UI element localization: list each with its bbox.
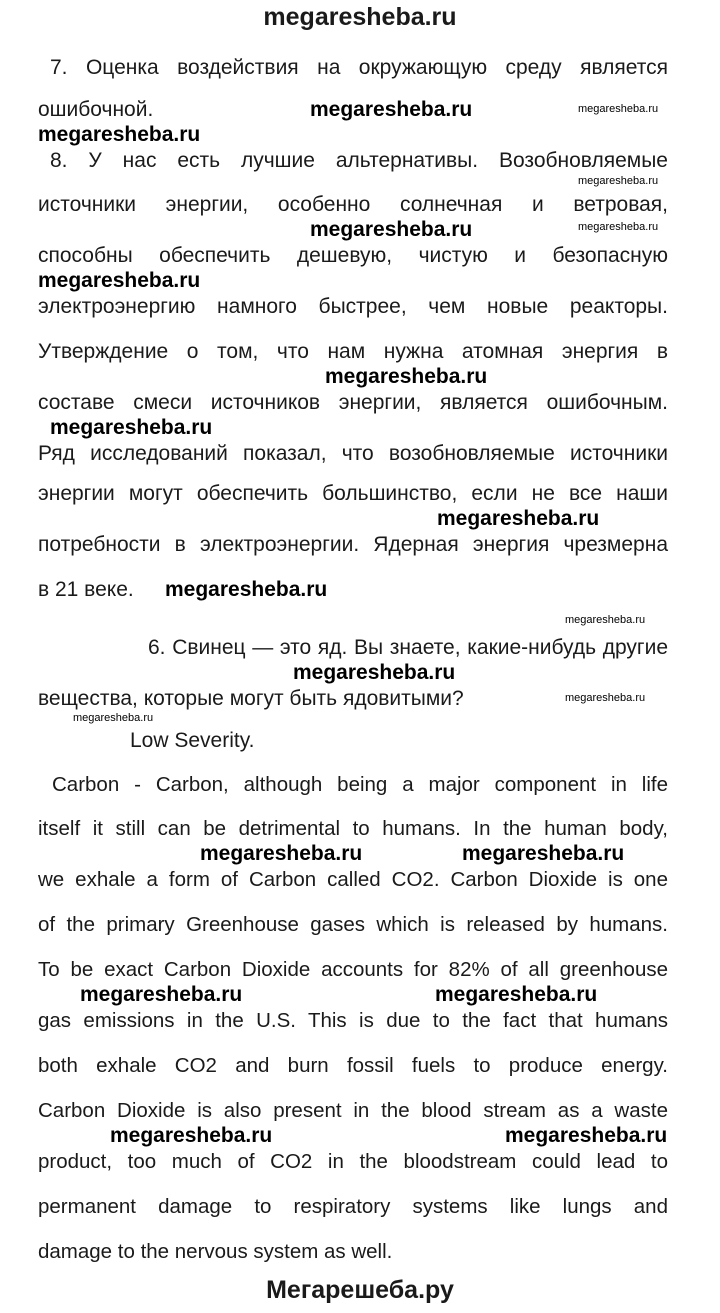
watermark: megaresheba.ru — [110, 1124, 273, 1147]
watermark: megaresheba.ru — [310, 98, 473, 121]
text-line: product, too much of CO2 in the bloodstream could lead to — [38, 1150, 668, 1173]
text-line: ошибочной. — [38, 98, 154, 121]
text-line: Carbon - Carbon, although being a major component in life — [52, 773, 668, 796]
watermark: megaresheba.ru — [165, 578, 328, 601]
text-line: we exhale a form of Carbon called CO2. Carbon Dioxide is one — [38, 868, 668, 891]
text-line: 8. У нас есть лучшие альтернативы. Возобновляемые — [50, 149, 668, 172]
text-line: Carbon Dioxide is also present in the blood stream as a waste — [38, 1099, 668, 1122]
watermark: megaresheba.ru — [578, 221, 659, 233]
text-line: 6. Свинец — это яд. Вы знаете, какие-нибудь другие — [148, 636, 668, 659]
watermark: megaresheba.ru — [80, 983, 243, 1006]
text-line: To be exact Carbon Dioxide accounts for 82% of all greenhouse — [38, 958, 668, 981]
watermark: megaresheba.ru — [73, 712, 154, 724]
text-line: gas emissions in the U.S. This is due to the fact that humans — [38, 1009, 668, 1032]
text-line: энергии могут обеспечить большинство, если не все наши — [38, 482, 668, 505]
watermark: megaresheba.ru — [565, 692, 646, 704]
text-line: электроэнергию намного быстрее, чем новые реакторы. — [38, 295, 668, 318]
text-line: способны обеспечить дешевую, чистую и безопасную — [38, 244, 668, 267]
text-line: потребности в электроэнергии. Ядерная энергия чрезмерна — [38, 533, 668, 556]
watermark: megaresheba.ru — [565, 614, 646, 626]
watermark: megaresheba.ru — [462, 842, 625, 865]
page-footer-site-name: Мегарешеба.ру — [266, 1276, 454, 1304]
watermark: megaresheba.ru — [200, 842, 363, 865]
watermark: megaresheba.ru — [578, 175, 659, 187]
text-line: both exhale CO2 and burn fossil fuels to produce energy. — [38, 1054, 668, 1077]
text-line: вещества, которые могут быть ядовитыми? — [38, 687, 464, 710]
text-line: permanent damage to respiratory systems like lungs and — [38, 1195, 668, 1218]
watermark: megaresheba.ru — [38, 269, 201, 292]
watermark: megaresheba.ru — [310, 218, 473, 241]
text-line: of the primary Greenhouse gases which is released by humans. — [38, 913, 668, 936]
text-line: источники энергии, особенно солнечная и ветровая, — [38, 193, 668, 216]
page-header-site-name: megaresheba.ru — [263, 3, 457, 31]
text-line: в 21 веке. — [38, 578, 134, 601]
watermark: megaresheba.ru — [505, 1124, 668, 1147]
text-line: Утверждение о том, что нам нужна атомная энергия в — [38, 340, 668, 363]
watermark: megaresheba.ru — [325, 365, 488, 388]
text-line: Low Severity. — [130, 729, 255, 752]
watermark: megaresheba.ru — [435, 983, 598, 1006]
watermark: megaresheba.ru — [578, 103, 659, 115]
text-line: damage to the nervous system as well. — [38, 1240, 393, 1263]
text-line: itself it still can be detrimental to humans. In the human body, — [38, 817, 668, 840]
text-line: составе смеси источников энергии, является ошибочным. — [38, 391, 668, 414]
text-line: 7. Оценка воздействия на окружающую среду является — [50, 56, 668, 79]
watermark: megaresheba.ru — [50, 416, 213, 439]
watermark: megaresheba.ru — [38, 123, 201, 146]
text-line: Ряд исследований показал, что возобновляемые источники — [38, 442, 668, 465]
watermark: megaresheba.ru — [293, 661, 456, 684]
watermark: megaresheba.ru — [437, 507, 600, 530]
